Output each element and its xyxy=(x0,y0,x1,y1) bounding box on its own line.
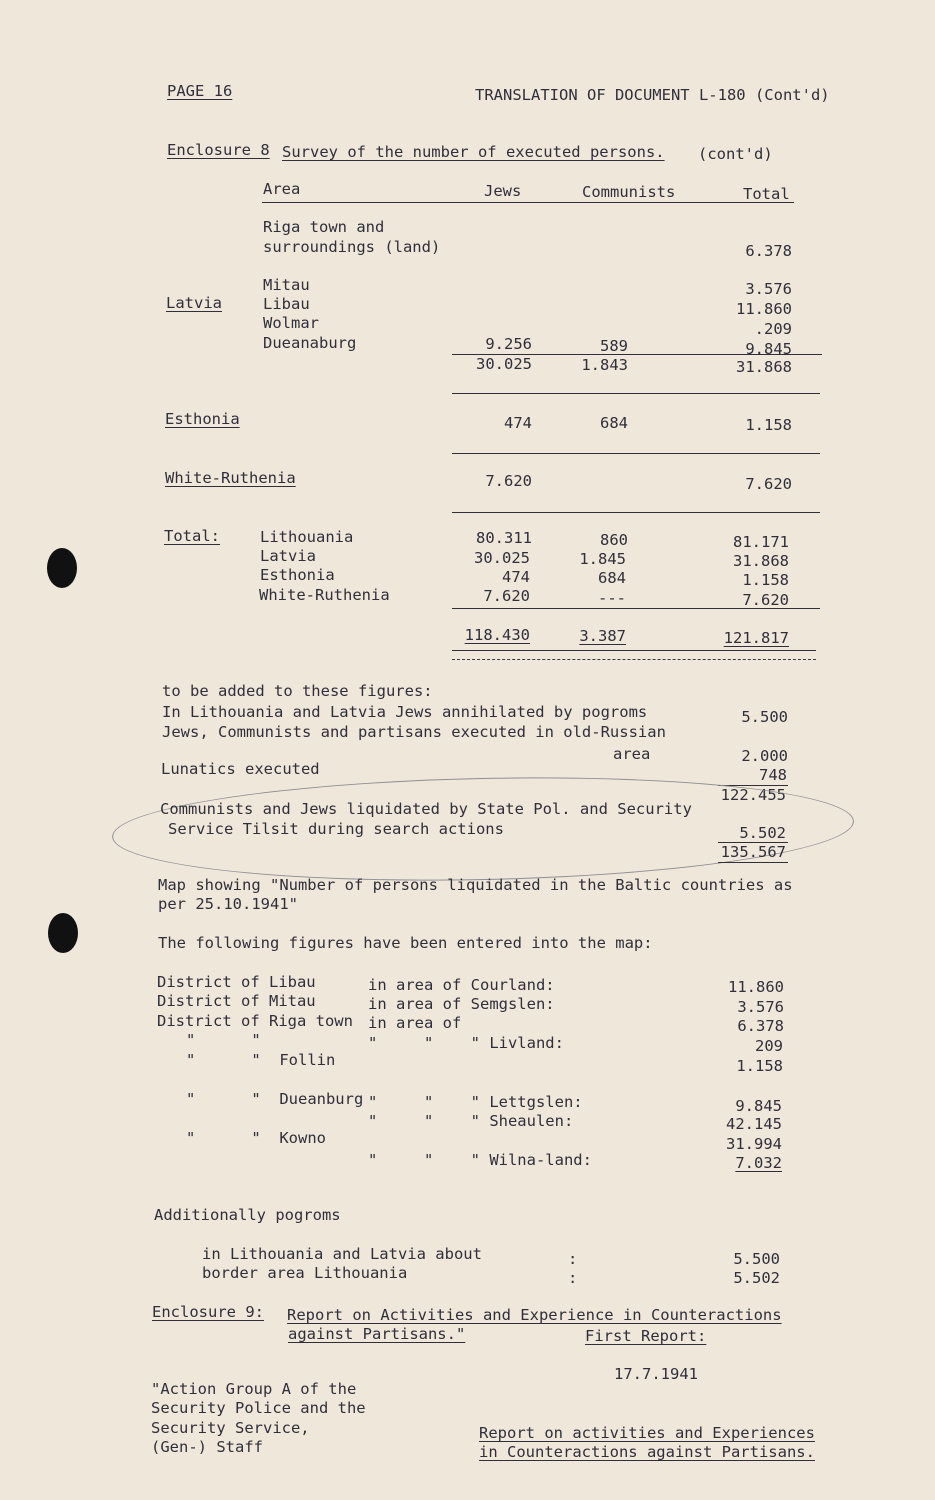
esthonia-rule xyxy=(452,453,820,454)
additions-old-russian-line2: area xyxy=(613,745,651,763)
enclosure9-first-report: First Report: xyxy=(585,1327,707,1345)
additions-pogroms-value: 5.500 xyxy=(741,708,788,726)
totals-row-name: Lithouania xyxy=(260,528,354,546)
map-row-left: District of Riga town xyxy=(157,1012,353,1030)
riga-line2: surroundings (land) xyxy=(263,238,441,256)
latvia-row-name: Mitau xyxy=(263,276,310,294)
additions-old-russian-value: 2.000 xyxy=(741,747,788,765)
white-ruthenia-jews: 7.620 xyxy=(485,472,532,490)
totals-row-name: White-Ruthenia xyxy=(259,586,390,604)
additions-tilsit-line1: Communists and Jews liquidated by State Pol. and Security xyxy=(160,800,692,818)
pogroms-row-label: in Lithouania and Latvia about xyxy=(202,1245,482,1263)
pogroms-title: Additionally pogroms xyxy=(154,1206,341,1224)
map-row-left: " " Kowno xyxy=(186,1129,326,1147)
enclosure9-label: Enclosure 9: xyxy=(152,1303,264,1321)
header-rule xyxy=(262,202,794,203)
totals-row-total: 31.868 xyxy=(733,552,789,570)
pogroms-row-label: border area Lithouania xyxy=(202,1264,408,1282)
punch-hole-bottom xyxy=(48,913,78,953)
totals-row-total: 7.620 xyxy=(742,591,789,609)
latvia-row-jews: 9.256 xyxy=(485,335,532,353)
additions-lunatics-value: 748 xyxy=(759,766,787,784)
additions-intro: to be added to these figures: xyxy=(162,682,433,700)
totals-row-communists: 1.845 xyxy=(579,550,626,568)
pogroms-row-value: 5.502 xyxy=(733,1269,780,1287)
map-row-value: 6.378 xyxy=(737,1017,784,1035)
latvia-row-total: 11.860 xyxy=(736,300,792,318)
report-line2: in Counteractions against Partisans. xyxy=(479,1443,815,1461)
map-row-value: 42.145 xyxy=(726,1115,782,1133)
riga-total: 6.378 xyxy=(745,242,792,260)
pogroms-row-colon: : xyxy=(568,1250,578,1268)
map-row-left: " " Follin xyxy=(186,1051,336,1069)
latvia-row-total: 3.576 xyxy=(745,280,792,298)
totals-row-name: Esthonia xyxy=(260,566,335,584)
totals-sum-rule xyxy=(452,608,820,609)
latvia-row-name: Libau xyxy=(263,295,310,313)
additions-final-total: 135.567 xyxy=(720,843,786,861)
latvia-row-total: 9.845 xyxy=(745,340,792,358)
enclosure9-title1: Report on Activities and Experience in Counteractions xyxy=(287,1306,782,1324)
latvia-row-communists: 589 xyxy=(600,337,628,355)
latvia-row-total: .209 xyxy=(754,320,792,338)
grand-total-total: 121.817 xyxy=(723,629,789,647)
white-ruthenia-total: 7.620 xyxy=(745,475,792,493)
enclosure8-title: Survey of the number of executed persons. xyxy=(282,143,665,161)
map-row-mid: " " " Sheaulen: xyxy=(368,1112,574,1130)
map-row-mid: " " " Livland: xyxy=(368,1034,564,1052)
grand-total-dashed-rule xyxy=(452,659,816,660)
map-row-mid: in area of Semgslen: xyxy=(368,995,555,1013)
sender-line: "Action Group A of the xyxy=(151,1380,357,1398)
esthonia-communists: 684 xyxy=(600,414,628,432)
white-ruthenia-label: White-Ruthenia xyxy=(165,469,296,487)
totals-row-communists: --- xyxy=(598,589,626,607)
grand-total-communists: 3.387 xyxy=(579,627,626,645)
map-row-left: District of Mitau xyxy=(157,992,316,1010)
white-ruthenia-rule xyxy=(452,512,820,513)
map-row-left: District of Libau xyxy=(157,973,316,991)
totals-row-total: 81.171 xyxy=(733,533,789,551)
map-row-value: 1.158 xyxy=(736,1057,783,1075)
additions-old-russian-line1: Jews, Communists and partisans executed in old-Russian xyxy=(162,723,666,741)
punch-hole-top xyxy=(47,548,77,588)
additions-lunatics-line: Lunatics executed xyxy=(161,760,320,778)
map-row-value: 31.994 xyxy=(726,1135,782,1153)
latvia-row-name: Dueanaburg xyxy=(263,334,357,352)
map-row-value: 7.032 xyxy=(735,1154,782,1172)
totals-row-jews: 30.025 xyxy=(474,549,530,567)
enclosure8-label: Enclosure 8 xyxy=(167,141,270,159)
enclosure9-title2: against Partisans." xyxy=(288,1325,466,1343)
map-row-value: 209 xyxy=(755,1037,783,1055)
document-title: TRANSLATION OF DOCUMENT L-180 (Cont'd) xyxy=(475,86,830,104)
totals-row-jews: 7.620 xyxy=(483,587,530,605)
map-row-mid: in area of Courland: xyxy=(368,976,555,994)
additions-pogroms-line: In Lithouania and Latvia Jews annihilated by pogroms xyxy=(162,703,648,721)
map-line2: per 25.10.1941" xyxy=(158,895,298,913)
enclosure8-contd: (cont'd) xyxy=(698,145,773,163)
totals-row-total: 1.158 xyxy=(742,571,789,589)
totals-row-communists: 860 xyxy=(600,531,628,549)
col-header-jews: Jews xyxy=(484,182,522,200)
map-row-left: " " xyxy=(186,1031,261,1049)
totals-row-jews: 80.311 xyxy=(476,529,532,547)
map-line1: Map showing "Number of persons liquidated in the Baltic countries as xyxy=(158,876,793,894)
map-row-value: 9.845 xyxy=(735,1097,782,1115)
col-header-total: Total xyxy=(743,185,790,203)
additions-tilsit-line2: Service Tilsit during search actions xyxy=(168,820,504,838)
additions-final-underline xyxy=(718,862,788,863)
esthonia-label: Esthonia xyxy=(165,410,240,428)
col-header-communists: Communists xyxy=(582,183,676,201)
map-entered-line: The following figures have been entered into the map: xyxy=(158,934,653,952)
latvia-subtotal-total: 31.868 xyxy=(736,358,792,376)
latvia-row-name: Wolmar xyxy=(263,314,319,332)
totals-row-communists: 684 xyxy=(598,569,626,587)
riga-line1: Riga town and xyxy=(263,218,385,236)
latvia-subtotal-communists: 1.843 xyxy=(581,356,628,374)
grand-total-rule xyxy=(452,650,816,651)
esthonia-total: 1.158 xyxy=(745,416,792,434)
sender-staff: (Gen-) Staff xyxy=(151,1438,263,1456)
map-row-mid: in area of xyxy=(368,1014,462,1032)
additions-subtotal: 122.455 xyxy=(720,786,786,804)
map-row-mid: " " " Lettgslen: xyxy=(368,1093,583,1111)
grand-total-jews: 118.430 xyxy=(464,626,530,644)
map-row-mid: " " " Wilna-land: xyxy=(368,1151,592,1169)
map-row-value: 11.860 xyxy=(728,978,784,996)
report-line1: Report on activities and Experiences xyxy=(479,1424,815,1442)
enclosure9-date: 17.7.1941 xyxy=(614,1365,698,1383)
esthonia-jews: 474 xyxy=(504,414,532,432)
map-row-value: 3.576 xyxy=(737,998,784,1016)
latvia-subtotal-jews: 30.025 xyxy=(476,355,532,373)
totals-row-jews: 474 xyxy=(502,568,530,586)
sender-line xyxy=(151,1438,263,1457)
pogroms-row-value: 5.500 xyxy=(733,1250,780,1268)
latvia-end-rule xyxy=(452,393,820,394)
additions-tilsit-value: 5.502 xyxy=(739,824,786,842)
totals-row-name: Latvia xyxy=(260,547,316,565)
sender-line: Security Service, xyxy=(151,1419,310,1437)
page-number: PAGE 16 xyxy=(167,82,233,100)
sender-line: Security Police and the xyxy=(151,1399,366,1417)
col-header-area: Area xyxy=(263,180,301,198)
pogroms-row-colon: : xyxy=(568,1269,578,1287)
latvia-label: Latvia xyxy=(166,294,222,312)
totals-label: Total: xyxy=(164,527,220,545)
map-row-left: " " Dueanburg xyxy=(186,1090,364,1108)
